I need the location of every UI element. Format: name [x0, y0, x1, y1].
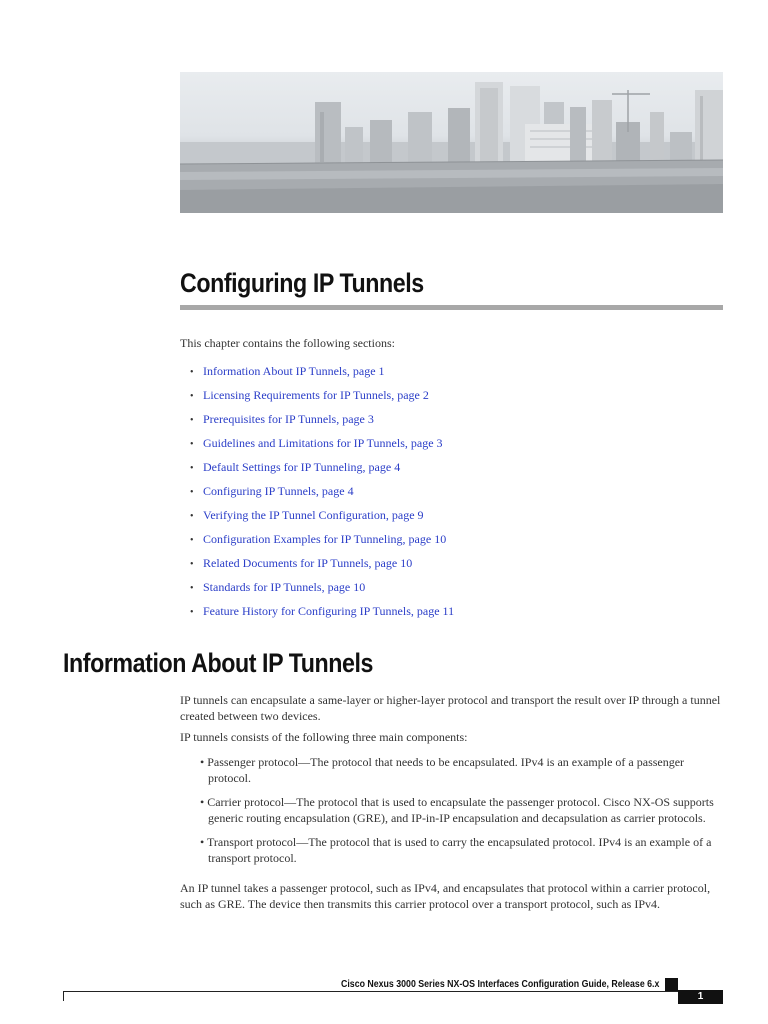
list-item [190, 553, 454, 577]
bullet-icon: • [190, 535, 194, 546]
bullet-icon: • [190, 583, 194, 594]
toc-link-default-settings[interactable]: Default Settings for IP Tunneling, page 4 [203, 460, 401, 474]
footer-tick-mark [63, 991, 64, 1001]
chapter-banner-image [180, 72, 723, 213]
list-item [190, 481, 454, 505]
footer-guide-title: Cisco Nexus 3000 Series NX-OS Interfaces Configuration Guide, Release 6.x [341, 979, 660, 990]
list-item [190, 457, 454, 481]
list-item [190, 529, 454, 553]
toc-link-configuring[interactable]: Configuring IP Tunnels, page 4 [203, 484, 354, 498]
title-divider [180, 305, 723, 310]
bullet-icon: • [190, 463, 194, 474]
bullet-icon: • [190, 367, 194, 378]
bullet-icon: • [190, 487, 194, 498]
page-marker [665, 978, 678, 991]
section-title: Information About IP Tunnels [63, 648, 374, 678]
toc-link-configuration-examples[interactable]: Configuration Examples for IP Tunneling, page 10 [203, 532, 447, 546]
section-paragraph-3: An IP tunnel takes a passenger protocol, such as IPv4, and encapsulates that protocol within a carrier protocol, such as GRE. The device then transmits this carrier protocol over a transport protocol, such as IPv4. [180, 881, 711, 911]
toc-link-feature-history[interactable]: Feature History for Configuring IP Tunnels, page 11 [203, 604, 455, 618]
toc-link-verifying[interactable]: Verifying the IP Tunnel Configuration, page 9 [203, 508, 424, 522]
list-item [190, 385, 454, 409]
bullet-icon: • [190, 607, 194, 618]
chapter-intro: This chapter contains the following sections: [180, 336, 395, 350]
section-paragraph-1: IP tunnels can encapsulate a same-layer or higher-layer protocol and transport the result over IP through a tunnel created between two devices. [180, 693, 721, 723]
bullet-icon: • [190, 511, 194, 522]
bullet-icon: • [190, 415, 194, 426]
list-item [190, 505, 454, 529]
chapter-title: Configuring IP Tunnels [180, 268, 424, 298]
section-list [190, 361, 454, 625]
components-list [200, 754, 728, 874]
toc-link-prerequisites[interactable]: Prerequisites for IP Tunnels, page 3 [203, 412, 374, 426]
list-item [190, 409, 454, 433]
toc-link-licensing[interactable]: Licensing Requirements for IP Tunnels, page 2 [203, 388, 429, 402]
list-item [190, 433, 454, 457]
section-paragraph-2: IP tunnels consists of the following three main components: [180, 730, 468, 744]
component-passenger: • Passenger protocol—The protocol that needs to be encapsulated. IPv4 is an example of a passenger protocol. [200, 755, 685, 785]
page-number: 1 [678, 990, 723, 1004]
component-transport: • Transport protocol—The protocol that is used to carry the encapsulated protocol. IPv4 is an example of a transport protocol. [200, 835, 712, 865]
city-skyline-illustration [180, 72, 723, 213]
list-item [190, 361, 454, 385]
toc-link-standards[interactable]: Standards for IP Tunnels, page 10 [203, 580, 366, 594]
toc-link-information[interactable]: Information About IP Tunnels, page 1 [203, 364, 385, 378]
toc-link-guidelines[interactable]: Guidelines and Limitations for IP Tunnels, page 3 [203, 436, 443, 450]
bullet-icon: • [190, 391, 194, 402]
bullet-icon: • [190, 439, 194, 450]
footer-divider [63, 991, 678, 992]
bullet-icon: • [190, 559, 194, 570]
component-carrier: • Carrier protocol—The protocol that is used to encapsulate the passenger protocol. Cisco NX-OS supports generic routing encapsulation (GRE), and IP-in-IP encapsulation and decapsulation as carrier protocols. [200, 795, 714, 825]
list-item [190, 577, 454, 601]
list-item [190, 601, 454, 625]
toc-link-related-documents[interactable]: Related Documents for IP Tunnels, page 10 [203, 556, 413, 570]
